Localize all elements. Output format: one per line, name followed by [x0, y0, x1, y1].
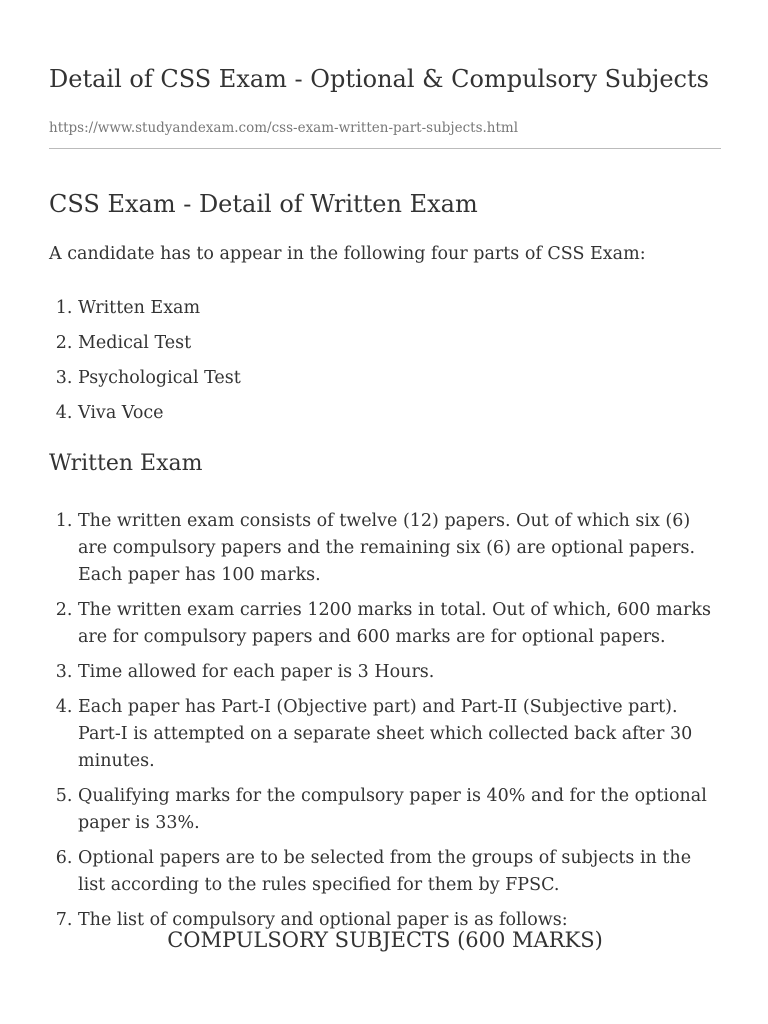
list-item: 7. The list of compulsory and optional paper is as follows: [78, 907, 721, 934]
compulsory-subjects-heading: COMPULSORY SUBJECTS (600 MARKS) [167, 928, 603, 952]
list-item: 5. Qualifying marks for the compulsory paper is 40% and for the optional paper is 33%. [78, 783, 721, 837]
list-item: 6. Optional papers are to be selected from the groups of subjects in the list according to the rules specified for them by FPSC. [78, 845, 721, 899]
list-item: 1. Written Exam [78, 295, 721, 322]
list-item: 4. Viva Voce [78, 400, 721, 427]
list-item: 3. Psychological Test [78, 365, 721, 392]
section-heading-written-exam: Written Exam [49, 451, 203, 476]
list-item: 4. Each paper has Part-I (Objective part) and Part-II (Subjective part). Part-I is attempted on a separate sheet which collected back after 30 minutes. [78, 694, 721, 775]
list-item: 1. The written exam consists of twelve (12) papers. Out of which six (6) are compulsory papers and the remaining six (6) are optional papers. Each paper has 100 marks. [78, 508, 721, 589]
exam-parts-list [49, 295, 721, 435]
header-divider [49, 148, 721, 149]
written-exam-points-list [49, 508, 721, 942]
page-url: https://www.studyandexam.com/css-exam-written-part-subjects.html [49, 120, 519, 136]
list-item: 3. Time allowed for each paper is 3 Hours. [78, 659, 721, 686]
section-heading-written-exam-detail: CSS Exam - Detail of Written Exam [49, 190, 478, 218]
intro-paragraph: A candidate has to appear in the following four parts of CSS Exam: [49, 244, 646, 264]
list-item: 2. Medical Test [78, 330, 721, 357]
list-item: 2. The written exam carries 1200 marks in total. Out of which, 600 marks are for compulsory papers and 600 marks are for optional papers. [78, 597, 721, 651]
page-title: Detail of CSS Exam - Optional & Compulsory Subjects [49, 65, 709, 93]
